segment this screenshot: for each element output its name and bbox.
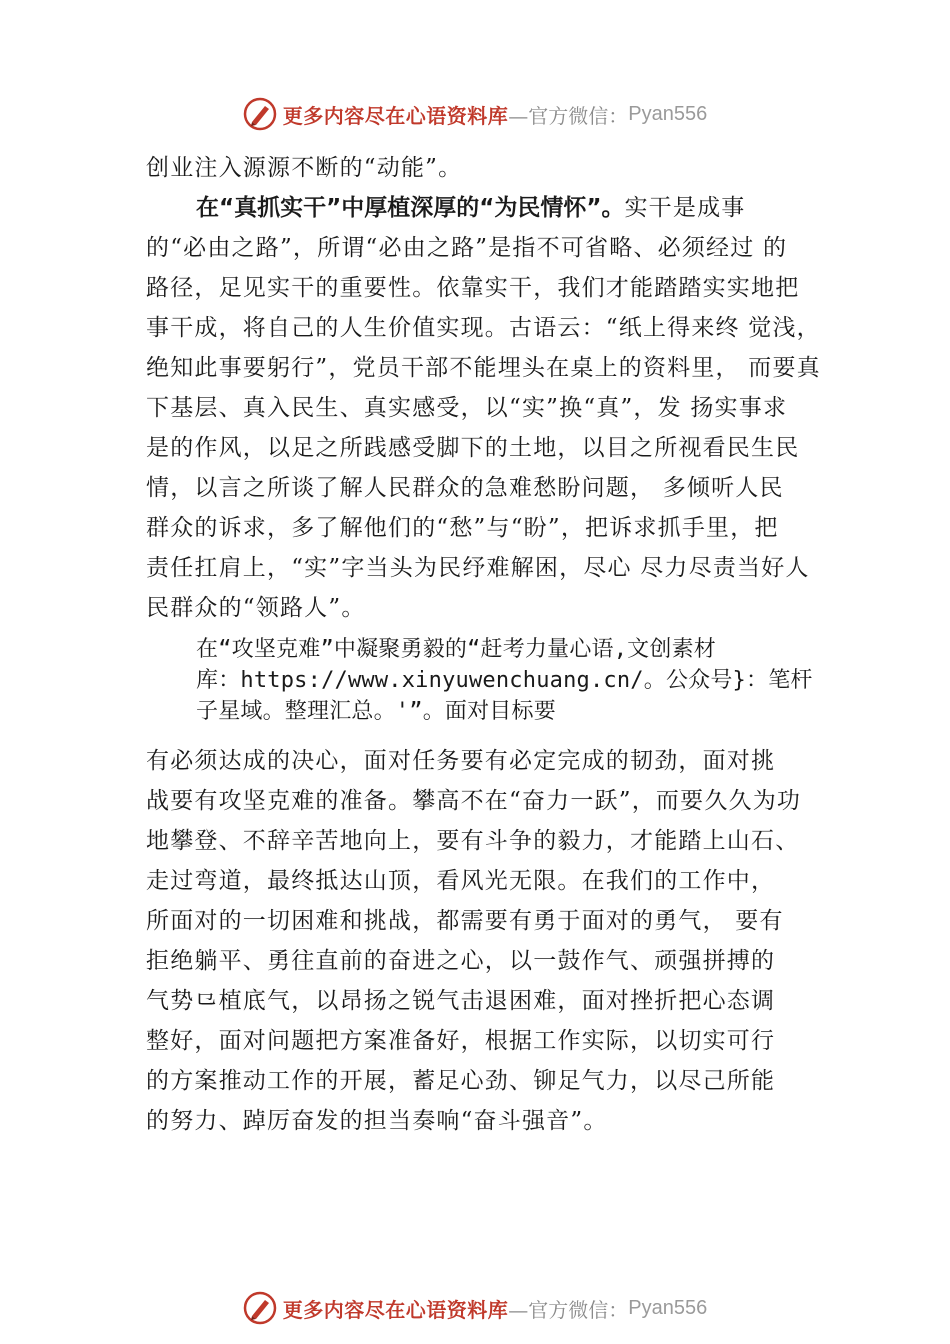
paragraph-1-heading: 在“真抓实干”中厚植深厚的“为民情怀”。: [196, 195, 625, 221]
paragraph-2-line: 整好，面对问题把方案准备好，根据工作实际，以切实可行: [146, 1028, 776, 1054]
paragraph-2-line: 的方案推动工作的开展，蓄足心劲、铆足气力，以尽己所能: [146, 1068, 776, 1094]
document-body: [146, 148, 836, 1141]
paragraph-2-small-line: 库：https://www.xinyuwenchuang.cn/。公众号}：笔杆: [196, 668, 813, 693]
paragraph-1-line: 群众的诉求，多了解他们的“愁”与“盼”，把诉求抓手里，把: [146, 515, 779, 541]
paragraph-1-line: 民群众的“领路人”。: [146, 595, 366, 621]
paragraph-1-line: 绝知此事要躬行”，党员干部不能埋头在桌上的资料里， 而要真: [146, 355, 821, 381]
paragraph-1-line: 路径，足见实干的重要性。依靠实干，我们才能踏踏实实地把: [146, 275, 800, 301]
paragraph-1-line: 责任扛肩上，“实”字当头为民纾难解困，尽心 尽力尽责当好人: [146, 555, 810, 581]
header-wechat-id: Pyan556: [628, 102, 708, 125]
paragraph-2-line: 气势⺋植底气，以昂扬之锐气击退困难，面对挫折把心态调: [146, 988, 776, 1014]
paragraph-1-line: 情，以言之所谈了解人民群众的急难愁盼问题， 多倾听人民: [146, 475, 784, 501]
footer-wechat-label: —官方微信：: [508, 1297, 629, 1322]
paragraph-2-line: 地攀登、不辞辛苦地向上，要有斗争的毅力，才能踏上山石、: [146, 828, 800, 854]
paragraph-2-small-line: 在“攻坚克难”中凝聚勇毅的“赶考力量心语,文创素材: [196, 637, 716, 662]
paragraph-2-line: 战要有攻坚克难的准备。攀高不在“奋力一跃”，而要久久为功: [146, 788, 802, 814]
header-library-text: 更多内容尽在心语资料库: [282, 103, 509, 128]
paragraph-1-line: 事干成，将自己的人生价值实现。古语云：“纸上得来终 觉浅，: [146, 315, 821, 341]
pen-logo-icon: [243, 97, 277, 131]
footer-library-text: 更多内容尽在心语资料库: [282, 1297, 509, 1322]
paragraph-2-watermark-block: [146, 634, 836, 727]
paragraph-2-line: 走过弯道，最终抵达山顶，看风光无限。在我们的工作中，: [146, 868, 776, 894]
paragraph-2: [146, 741, 836, 1141]
header-banner: [0, 92, 950, 136]
paragraph-2-line: 有必须达成的决心，面对任务要有必定完成的韧劲，面对挑: [146, 748, 776, 774]
paragraph-1-line: 的“必由之路”，所谓“必由之路”是指不可省略、必须经过 的: [146, 235, 788, 261]
paragraph-2-line: 的努力、踔厉奋发的担当奏响“奋斗强音”。: [146, 1108, 608, 1134]
header-wechat-label: —官方微信：: [508, 103, 629, 128]
intro-line: 创业注入源源不断的“动能”。: [146, 155, 463, 181]
paragraph-2-line: 拒绝躺平、勇往直前的奋进之心，以一鼓作气、顽强拼搏的: [146, 948, 776, 974]
pen-logo-icon: [243, 1291, 277, 1325]
paragraph-1-first-line-rest: 实干是成事: [624, 195, 746, 221]
paragraph-1-first-line: [146, 188, 836, 228]
footer-wechat-id: Pyan556: [628, 1296, 708, 1319]
paragraph-2-line: 所面对的一切困难和挑战，都需要有勇于面对的勇气， 要有: [146, 908, 784, 934]
paragraph-2-small-line: 子星域。整理汇总。'”。面对目标要: [196, 699, 556, 724]
paragraph-1-line: 是的作风，以足之所践感受脚下的土地，以目之所视看民生民: [146, 435, 800, 461]
paragraph-1-line: 下基层、真入民生、真实感受，以“实”换“真”，发 扬实事求: [146, 395, 788, 421]
footer-banner: [0, 1286, 950, 1330]
paragraph-1: [146, 188, 836, 628]
